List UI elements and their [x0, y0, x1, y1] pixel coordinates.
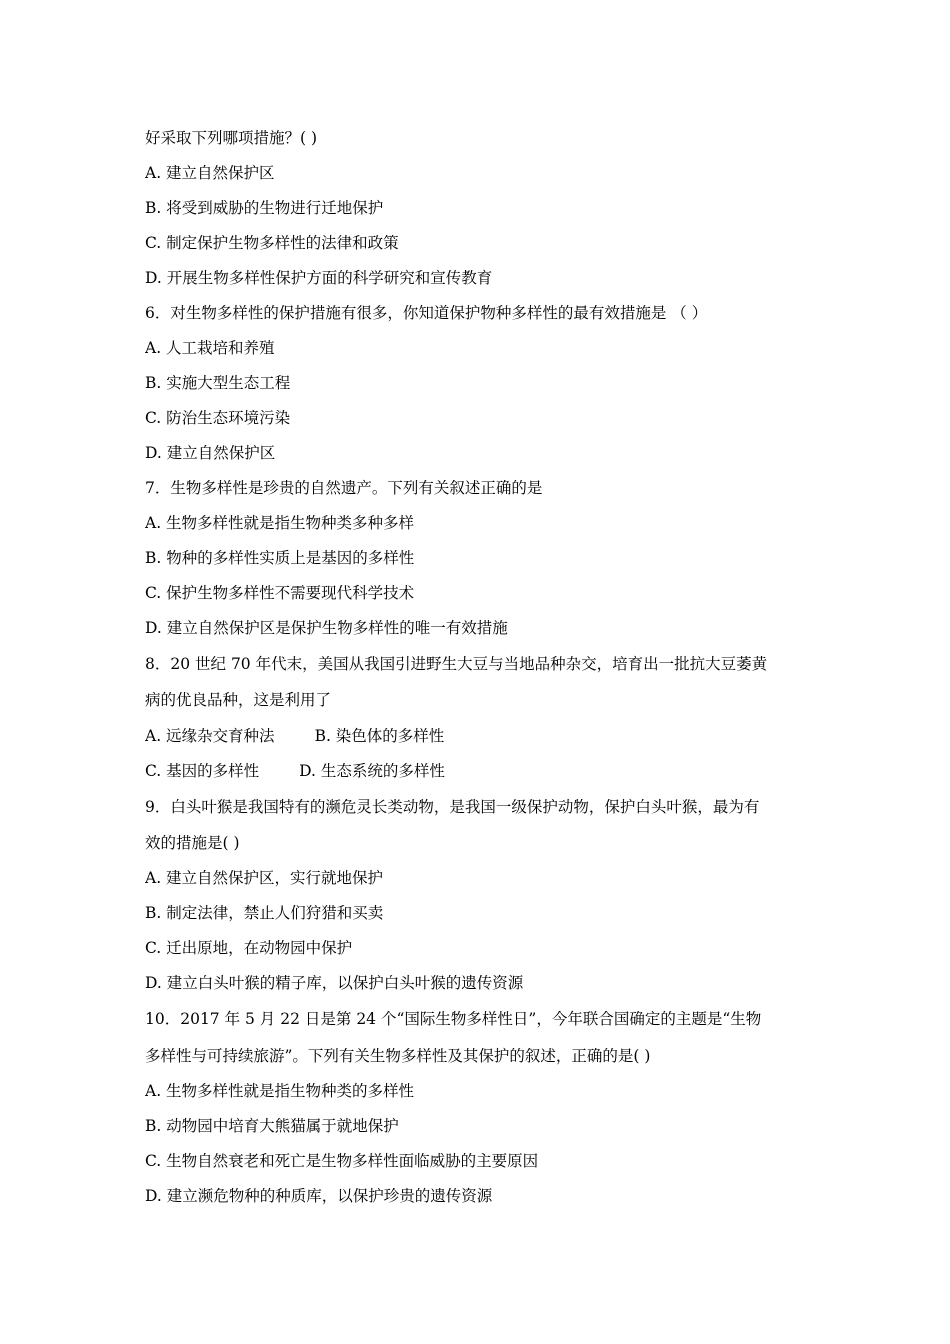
question-9-option-b: B. 制定法律，禁止人们狩猎和买卖: [145, 904, 384, 922]
question-10-option-c: C. 生物自然衰老和死亡是生物多样性面临威胁的主要原因: [145, 1152, 539, 1170]
question-7-option-a: A. 生物多样性就是指生物种类多种多样: [145, 514, 415, 532]
question-5-option-b: B. 将受到威胁的生物进行迁地保护: [145, 199, 384, 217]
question-10-option-b: B. 动物园中培育大熊猫属于就地保护: [145, 1117, 399, 1135]
question-5-stem-continued: 好采取下列哪项措施？( ): [145, 129, 318, 147]
question-9-option-c: C. 迁出原地，在动物园中保护: [145, 939, 353, 957]
question-6-option-d: D. 建立自然保护区: [145, 444, 276, 462]
question-6-stem: 6．对生物多样性的保护措施有很多，你知道保护物种多样性的最有效措施是 （ ）: [145, 304, 708, 322]
question-5-option-d: D. 开展生物多样性保护方面的科学研究和宣传教育: [145, 269, 493, 287]
question-8-option-b: B. 染色体的多样性: [314, 727, 445, 745]
question-8-option-a: A. 远缘杂交育种法: [145, 727, 275, 745]
question-9-option-a: A. 建立自然保护区，实行就地保护: [145, 869, 384, 887]
question-10-stem-line-1: 10．2017 年 5 月 22 日是第 24 个“国际生物多样性日”，今年联合国确定的主题是“生物: [145, 1010, 762, 1028]
question-10-option-a: A. 生物多样性就是指生物种类的多样性: [145, 1082, 415, 1100]
question-7-stem: 7．生物多样性是珍贵的自然遗产。下列有关叙述正确的是: [145, 479, 543, 497]
question-9-stem-line-1: 9．白头叶猴是我国特有的濒危灵长类动物，是我国一级保护动物，保护白头叶猴，最为有: [145, 798, 760, 816]
question-8-options-row-2: [145, 761, 815, 781]
question-7-option-b: B. 物种的多样性实质上是基因的多样性: [145, 549, 415, 567]
question-7-option-d: D. 建立自然保护区是保护生物多样性的唯一有效措施: [145, 619, 508, 637]
question-6-option-c: C. 防治生态环境污染: [145, 409, 291, 427]
question-8-options-row-1: [145, 726, 815, 746]
question-9-stem-line-2: 效的措施是( ): [145, 834, 240, 852]
question-10-stem-line-2: 多样性与可持续旅游”。下列有关生物多样性及其保护的叙述，正确的是( ): [145, 1047, 651, 1065]
question-10-option-d: D. 建立濒危物种的种质库，以保护珍贵的遗传资源: [145, 1187, 493, 1205]
question-8-stem-line-2: 病的优良品种，这是利用了: [145, 691, 332, 709]
question-5-option-a: A. 建立自然保护区: [145, 164, 275, 182]
question-6-option-a: A. 人工栽培和养殖: [145, 339, 275, 357]
question-5-option-c: C. 制定保护生物多样性的法律和政策: [145, 234, 399, 252]
question-8-option-d: D. 生态系统的多样性: [299, 762, 445, 780]
question-8-option-c: C. 基因的多样性: [145, 762, 260, 780]
question-9-option-d: D. 建立白头叶猴的精子库，以保护白头叶猴的遗传资源: [145, 974, 524, 992]
question-7-option-c: C. 保护生物多样性不需要现代科学技术: [145, 584, 415, 602]
question-6-option-b: B. 实施大型生态工程: [145, 374, 291, 392]
question-8-stem-line-1: 8．20 世纪 70 年代末，美国从我国引进野生大豆与当地品种杂交，培育出一批抗大豆萎黄: [145, 655, 768, 673]
